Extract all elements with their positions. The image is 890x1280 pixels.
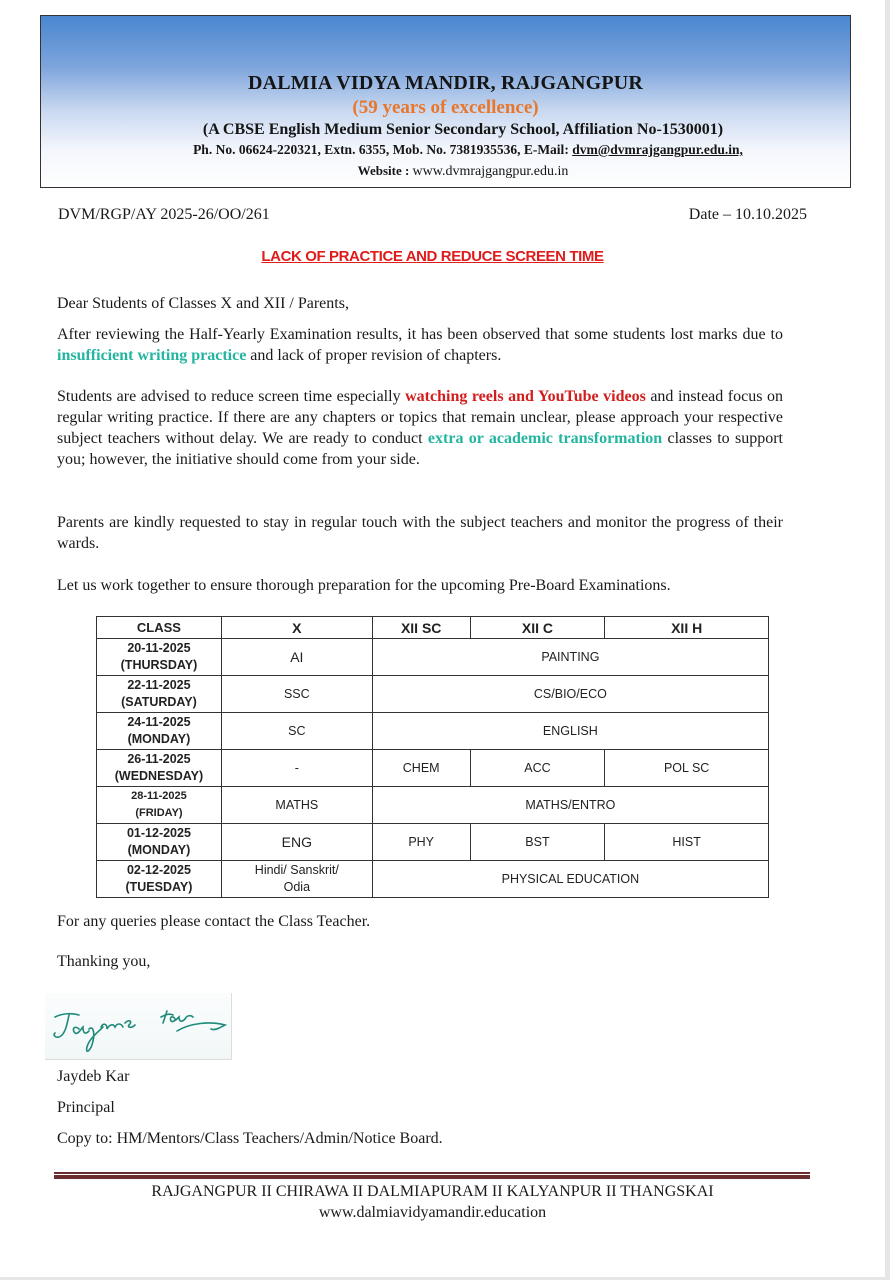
cell-x: SSC [221,676,372,713]
cell-xii-h: HIST [605,824,769,861]
notice-subject: LACK OF PRACTICE AND REDUCE SCREEN TIME [261,248,604,265]
cell-x: - [221,750,372,787]
thanking-note: Thanking you, [57,953,151,970]
footer-campuses: RAJGANGPUR II CHIRAWA II DALMIAPURAM II KALYANPUR II THANGSKAI [151,1183,714,1200]
page-edge-right [885,0,890,1280]
footer-website[interactable]: www.dalmiavidyamandir.education [318,1204,547,1221]
exam-schedule-table [96,616,769,898]
p1-text: After reviewing the Half-Yearly Examination results, it has been observed that some students lost marks due to [57,326,783,343]
p2-text-mid: and instead focus on regular writing practice. If there are any chapters or topics that remain unclear, please approach your respective subject teachers without delay. We are ready to conduct [57,388,783,447]
copy-to: Copy to: HM/Mentors/Class Teachers/Admin/Notice Board. [57,1130,443,1147]
header-xii-h: XII H [605,617,769,639]
email-link[interactable]: dvm@dvmrajgangpur.edu.in, [572,142,743,157]
signatory-title: Principal [57,1099,115,1116]
signatory-name: Jaydeb Kar [57,1068,130,1085]
footer-divider-thick [54,1175,810,1179]
letterhead [40,15,851,188]
date-text: 26-11-2025 [127,752,191,766]
paragraph-4: Let us work together to ensure thorough preparation for the upcoming Pre-Board Examinations. [57,577,671,594]
row-date [97,861,222,898]
school-name: DALMIA VIDYA MANDIR, RAJGANGPUR [247,72,644,94]
p2-highlight-teal: extra or academic transformation [427,430,663,447]
school-affiliation: (A CBSE English Medium Senior Secondary School, Affiliation No-1530001) [202,121,724,138]
queries-note: For any queries please contact the Class Teacher. [57,913,371,930]
cell-xii-all: PHYSICAL EDUCATION [372,861,768,898]
table-row [97,861,769,898]
cell-xii-all: CS/BIO/ECO [372,676,768,713]
school-website [41,163,850,180]
day-text: (WEDNESDAY) [114,769,204,783]
date-text: 22-11-2025 [127,678,191,692]
cell-xii-all: ENGLISH [372,713,768,750]
date-text: 01-12-2025 [126,826,191,840]
table-row [97,639,769,676]
cell-x: ENG [221,824,372,861]
header-class: CLASS [97,617,222,639]
p1-highlight: insufficient writing practice [57,347,247,364]
table-header-row [97,617,769,639]
row-date [97,639,222,676]
contact-phone: Ph. No. 06624-220321, Extn. 6355, Mob. No. 7381935536, E-Mail: [193,142,573,157]
row-date [97,824,222,861]
cell-xii-c: ACC [470,750,605,787]
p2-text: Students are advised to reduce screen time especially [57,388,406,405]
row-date [97,713,222,750]
cell-x: Hindi/ Sanskrit/ Odia [221,861,372,898]
cell-x: AI [221,639,372,676]
footer-divider [54,1172,810,1174]
signature-icon [45,993,231,1059]
table-row [97,787,769,824]
cell-xii-sc: CHEM [372,750,470,787]
school-tagline: (59 years of excellence) [352,97,539,118]
signature-image [45,993,232,1060]
p2-highlight-red: watching reels and YouTube videos [405,388,646,405]
day-text: (THURSDAY) [120,658,198,672]
paragraph-3: Parents are kindly requested to stay in regular touch with the subject teachers and monitor the progress of their wards. [57,514,783,552]
cell-xii-sc: PHY [372,824,470,861]
day-text: (FRIDAY) [135,807,183,819]
cell-xii-all: PAINTING [372,639,768,676]
date-text: 24-11-2025 [127,715,191,729]
paragraph-1 [57,324,783,366]
school-contact [41,142,850,158]
table-row [97,676,769,713]
date-text: 02-12-2025 [126,863,191,877]
cell-x: SC [221,713,372,750]
cell-x: MATHS [221,787,372,824]
cell-xii-c: BST [470,824,605,861]
row-date [97,676,222,713]
date-text: 28-11-2025 [131,790,187,802]
website-label: Website : [357,163,413,178]
table-row [97,824,769,861]
date-text: 20-11-2025 [127,641,191,655]
day-text: (MONDAY) [127,732,191,746]
paragraph-2 [57,386,783,470]
p1-text-end: and lack of proper revision of chapters. [246,347,502,364]
table-row [97,713,769,750]
row-date [97,787,222,824]
header-x: X [221,617,372,639]
cell-xii-h: POL SC [605,750,769,787]
header-xii-c: XII C [470,617,605,639]
reference-number: DVM/RGP/AY 2025-26/OO/261 [58,206,270,223]
day-text: (SATURDAY) [121,695,197,709]
salutation: Dear Students of Classes X and XII / Parents, [57,295,349,312]
letter-date: Date – 10.10.2025 [688,206,807,223]
cell-xii-all: MATHS/ENTRO [372,787,768,824]
day-text: (TUESDAY) [125,880,193,894]
website-link[interactable]: www.dvmrajgangpur.edu.in [412,164,569,179]
table-row [97,750,769,787]
header-xii-sc: XII SC [372,617,470,639]
day-text: (MONDAY) [127,843,191,857]
row-date [97,750,222,787]
p2-text-end: classes to support you; however, the initiative should come from your side. [57,430,784,468]
